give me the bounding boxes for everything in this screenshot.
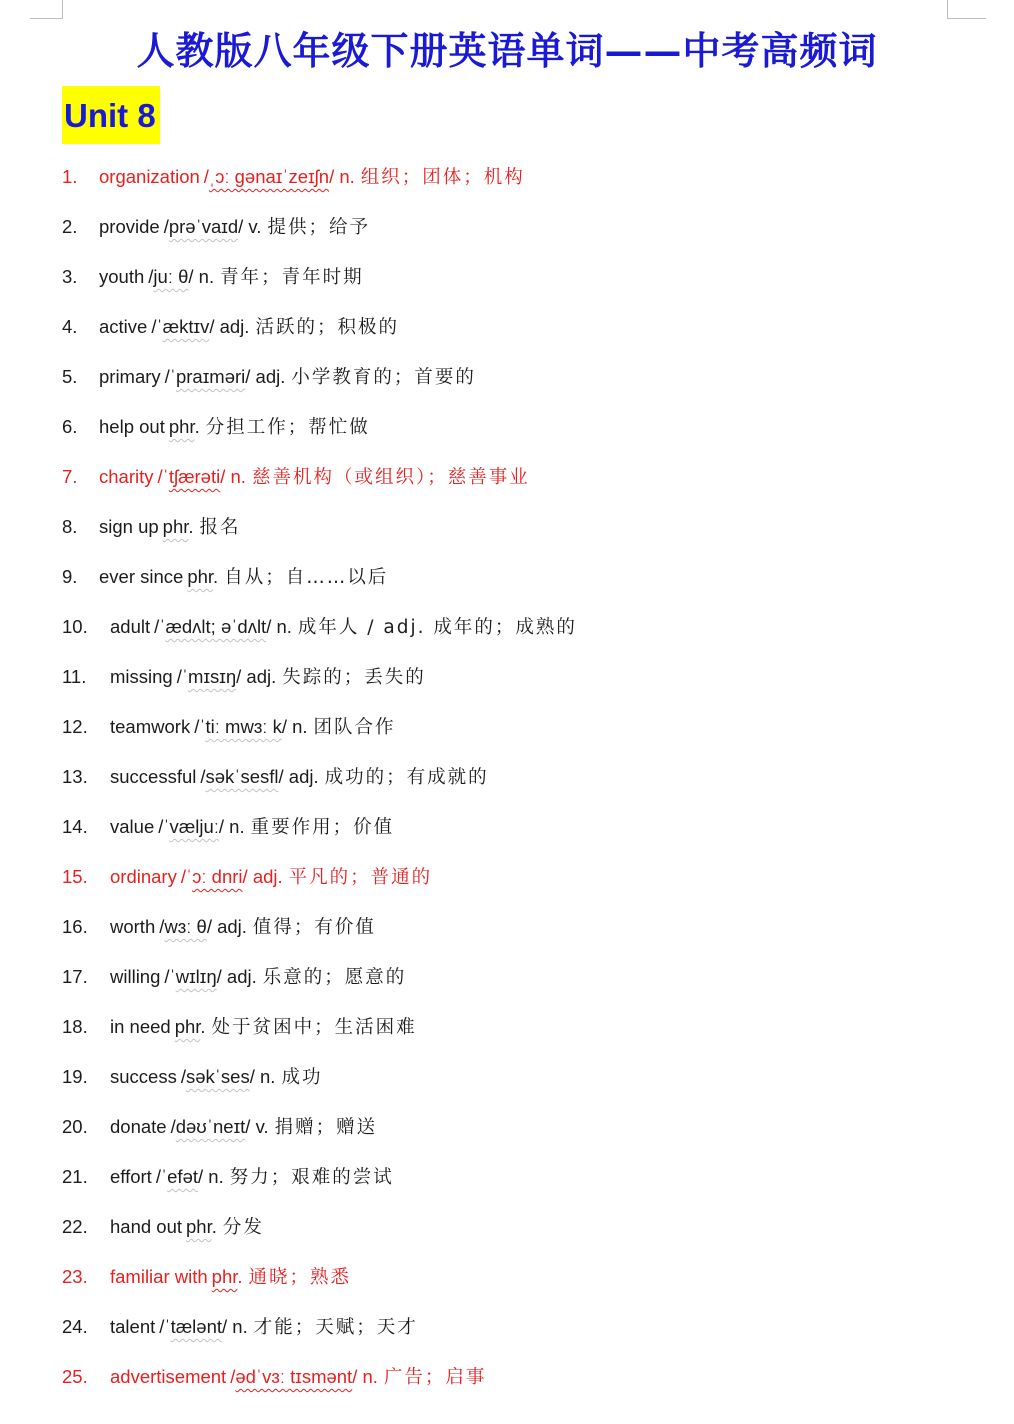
vocab-item xyxy=(0,552,1014,602)
vocab-phonetic: səkˈsesfl xyxy=(205,766,279,787)
phonetic-open: / xyxy=(200,766,206,787)
vocab-entry xyxy=(110,1152,394,1203)
phonetic-open: /ˈ xyxy=(176,666,189,687)
vocab-phonetic: phr xyxy=(187,566,214,587)
vocab-word: youth xyxy=(99,266,145,287)
vocab-phonetic: mɪsɪŋ xyxy=(188,666,237,687)
vocab-meaning: 值得；有价值 xyxy=(252,917,376,938)
vocab-meaning: 团队合作 xyxy=(313,717,396,738)
vocab-number: 6. xyxy=(62,416,78,437)
vocab-meaning: 广告；启事 xyxy=(383,1367,487,1388)
vocab-item xyxy=(0,1202,1014,1252)
phonetic-open: /ˈ xyxy=(151,316,163,337)
vocab-word: value xyxy=(110,816,155,837)
vocab-item xyxy=(0,302,1014,352)
part-of-speech: / n. xyxy=(352,1366,378,1387)
vocab-entry xyxy=(110,952,406,1003)
vocab-phonetic: juː θ xyxy=(153,266,189,287)
vocab-number: 7. xyxy=(62,466,78,487)
vocab-meaning: 青年；青年时期 xyxy=(220,267,364,288)
vocab-meaning: 才能；天赋；天才 xyxy=(253,1317,418,1338)
vocab-meaning: 努力；艰难的尝试 xyxy=(229,1167,394,1188)
part-of-speech: . xyxy=(188,516,194,537)
vocab-phonetic: praɪməri xyxy=(175,366,246,387)
vocab-number: 5. xyxy=(62,366,78,387)
vocab-phonetic: phr xyxy=(186,1216,212,1237)
vocab-number: 9. xyxy=(62,566,78,587)
phonetic-open: / xyxy=(203,166,209,187)
page-corner-mark-left xyxy=(30,0,63,19)
phonetic-open: / xyxy=(170,1116,176,1137)
vocab-item xyxy=(0,1352,1014,1402)
phonetic-open: /ˈ xyxy=(164,966,176,987)
vocab-number: 18. xyxy=(62,1016,88,1037)
part-of-speech: / n. xyxy=(281,716,308,737)
vocab-item xyxy=(0,502,1014,552)
vocab-word: successful xyxy=(110,766,197,787)
vocab-meaning: 重要作用；价值 xyxy=(250,817,395,838)
vocab-phonetic: phr xyxy=(168,416,195,437)
part-of-speech: / v. xyxy=(245,1116,269,1137)
vocab-entry xyxy=(110,802,394,853)
vocab-word: talent xyxy=(110,1316,156,1337)
vocab-word: ordinary xyxy=(110,866,177,887)
part-of-speech: / n. xyxy=(222,1316,248,1337)
vocab-meaning: 自从；自……以后 xyxy=(224,567,389,588)
vocab-entry xyxy=(110,1202,264,1253)
part-of-speech: / adj. xyxy=(206,916,247,937)
vocab-word: in need xyxy=(110,1016,171,1037)
phonetic-open: / xyxy=(159,916,165,937)
vocab-word: advertisement xyxy=(110,1366,227,1387)
vocab-entry xyxy=(110,1052,322,1103)
part-of-speech: . xyxy=(200,1016,206,1037)
vocab-entry xyxy=(99,402,370,453)
phonetic-open: /ˈ xyxy=(155,1166,168,1187)
vocab-item xyxy=(0,902,1014,952)
vocab-number: 3. xyxy=(62,266,78,287)
phonetic-open: /ˈ xyxy=(164,366,176,387)
vocab-word: organization xyxy=(99,166,200,187)
vocab-number: 2. xyxy=(62,216,78,237)
vocab-meaning: 成功 xyxy=(281,1067,323,1088)
vocab-entry xyxy=(99,502,241,553)
vocab-phonetic: ædʌlt; əˈdʌlt xyxy=(165,616,267,637)
vocab-phonetic: ɔː dnri xyxy=(192,866,243,887)
vocab-entry xyxy=(110,1002,417,1053)
vocab-entry xyxy=(110,602,577,653)
vocab-phonetic: dəʊˈneɪt xyxy=(175,1116,246,1137)
vocab-item xyxy=(0,652,1014,702)
vocab-number: 4. xyxy=(62,316,78,337)
vocab-number: 24. xyxy=(62,1316,88,1337)
vocab-phonetic: wɜː θ xyxy=(164,916,207,937)
vocab-entry xyxy=(110,752,489,803)
vocab-phonetic: væljuː xyxy=(169,816,219,837)
vocab-meaning: 组织；团体；机构 xyxy=(360,167,525,188)
vocab-phonetic: ˌɔː ɡənaɪˈzeɪʃn xyxy=(208,166,330,187)
vocab-word: familiar with xyxy=(110,1266,208,1287)
vocab-number: 25. xyxy=(62,1366,88,1387)
vocab-word: willing xyxy=(110,966,161,987)
vocab-phonetic: səkˈses xyxy=(185,1066,250,1087)
vocab-item xyxy=(0,802,1014,852)
phonetic-open: /ˈ xyxy=(157,466,169,487)
vocab-word: effort xyxy=(110,1166,152,1187)
vocab-entry xyxy=(110,902,376,953)
part-of-speech: / adj. xyxy=(216,966,257,987)
vocab-number: 14. xyxy=(62,816,88,837)
vocab-entry xyxy=(110,702,396,753)
part-of-speech: . xyxy=(211,1216,217,1237)
vocab-phonetic: tiː mwɜː k xyxy=(205,716,282,737)
phonetic-open: / xyxy=(148,266,154,287)
phonetic-open: / xyxy=(180,1066,186,1087)
vocab-phonetic: prəˈvaɪd xyxy=(168,216,239,237)
part-of-speech: / adj. xyxy=(278,766,319,787)
phonetic-open: /ˈ xyxy=(159,1316,171,1337)
vocab-entry xyxy=(110,1302,418,1353)
vocab-item xyxy=(0,1002,1014,1052)
part-of-speech: . xyxy=(194,416,200,437)
vocab-item xyxy=(0,402,1014,452)
vocab-word: worth xyxy=(110,916,156,937)
part-of-speech: . xyxy=(213,566,219,587)
vocab-word: sign up xyxy=(99,516,159,537)
part-of-speech: / n. xyxy=(188,266,215,287)
vocab-meaning: 小学教育的；首要的 xyxy=(291,367,476,388)
part-of-speech: / n. xyxy=(249,1066,276,1087)
vocab-meaning: 通晓；熟悉 xyxy=(248,1267,352,1288)
vocab-entry xyxy=(99,252,364,303)
vocab-item xyxy=(0,352,1014,402)
vocab-word: primary xyxy=(99,366,161,387)
unit-heading: Unit 8 xyxy=(62,86,160,144)
vocab-meaning: 提供；给予 xyxy=(267,217,370,238)
part-of-speech: / v. xyxy=(238,216,262,237)
vocab-meaning: 慈善机构（或组织）；慈善事业 xyxy=(251,467,530,488)
vocab-item xyxy=(0,952,1014,1002)
vocab-meaning: 处于贫困中；生活困难 xyxy=(211,1017,417,1038)
phonetic-open: /ˈ xyxy=(180,866,193,887)
vocab-entry xyxy=(110,1352,486,1403)
vocab-item xyxy=(0,1302,1014,1352)
vocab-phonetic: phr xyxy=(211,1266,238,1287)
vocab-entry xyxy=(110,652,426,703)
vocab-word: success xyxy=(110,1066,177,1087)
vocab-number: 23. xyxy=(62,1266,88,1287)
vocab-phonetic: tʃærəti xyxy=(168,466,221,487)
vocab-entry xyxy=(99,552,388,603)
part-of-speech: / n. xyxy=(220,466,246,487)
part-of-speech: / n. xyxy=(218,816,245,837)
part-of-speech: / n. xyxy=(266,616,292,637)
vocab-entry xyxy=(110,852,432,903)
vocab-number: 20. xyxy=(62,1116,88,1137)
phonetic-open: / xyxy=(163,216,169,237)
vocab-meaning: 分担工作；帮忙做 xyxy=(205,417,370,438)
vocab-number: 13. xyxy=(62,766,88,787)
vocab-item xyxy=(0,152,1014,202)
vocab-word: donate xyxy=(110,1116,167,1137)
vocab-item xyxy=(0,602,1014,652)
vocab-meaning: 成功的；有成就的 xyxy=(324,767,489,788)
vocab-number: 8. xyxy=(62,516,78,537)
vocabulary-list xyxy=(0,152,1014,1402)
part-of-speech: / adj. xyxy=(245,366,286,387)
vocab-number: 17. xyxy=(62,966,88,987)
vocab-phonetic: phr xyxy=(162,516,189,537)
vocab-phonetic: ədˈvɜː tɪsmənt xyxy=(235,1366,353,1387)
vocab-word: charity xyxy=(99,466,154,487)
vocab-entry xyxy=(110,1102,377,1153)
part-of-speech: / n. xyxy=(329,166,355,187)
page-corner-mark-right xyxy=(947,0,986,19)
vocab-word: teamwork xyxy=(110,716,191,737)
vocab-word: help out xyxy=(99,416,165,437)
vocab-phonetic: æktɪv xyxy=(162,316,210,337)
vocab-phonetic: wɪlɪŋ xyxy=(175,966,217,987)
vocab-item xyxy=(0,452,1014,502)
phonetic-open: / xyxy=(230,1366,236,1387)
vocab-meaning: 平凡的；普通的 xyxy=(288,867,433,888)
vocab-item xyxy=(0,252,1014,302)
vocab-item xyxy=(0,1052,1014,1102)
vocab-word: adult xyxy=(110,616,151,637)
vocab-phonetic: phr xyxy=(174,1016,201,1037)
vocab-number: 15. xyxy=(62,866,88,887)
vocab-entry xyxy=(99,302,399,353)
vocab-word: active xyxy=(99,316,148,337)
phonetic-open: /ˈ xyxy=(194,716,206,737)
phonetic-open: /ˈ xyxy=(158,816,170,837)
vocab-item xyxy=(0,852,1014,902)
vocab-phonetic: efət xyxy=(167,1166,198,1187)
vocab-number: 19. xyxy=(62,1066,88,1087)
part-of-speech: / adj. xyxy=(242,866,283,887)
document-title: 人教版八年级下册英语单词——中考高频词 xyxy=(136,28,878,73)
vocab-entry xyxy=(99,152,525,203)
vocab-entry xyxy=(99,352,476,403)
vocab-word: missing xyxy=(110,666,173,687)
part-of-speech: / n. xyxy=(198,1166,224,1187)
vocab-meaning: 捐赠；赠送 xyxy=(274,1117,378,1138)
vocab-number: 12. xyxy=(62,716,88,737)
part-of-speech: . xyxy=(237,1266,243,1287)
vocab-meaning: 分发 xyxy=(222,1217,264,1238)
vocab-meaning: 活跃的；积极的 xyxy=(255,317,399,338)
vocab-item xyxy=(0,752,1014,802)
vocab-meaning: 报名 xyxy=(199,517,241,538)
vocab-word: provide xyxy=(99,216,160,237)
vocab-word: ever since xyxy=(99,566,184,587)
vocab-word: hand out xyxy=(110,1216,183,1237)
vocab-number: 16. xyxy=(62,916,88,937)
vocab-item xyxy=(0,1152,1014,1202)
vocab-number: 11. xyxy=(62,666,87,687)
vocab-item xyxy=(0,1252,1014,1302)
vocab-item xyxy=(0,702,1014,752)
vocab-item xyxy=(0,1102,1014,1152)
vocab-entry xyxy=(110,1252,351,1303)
phonetic-open: /ˈ xyxy=(154,616,166,637)
vocab-entry xyxy=(99,452,530,503)
vocab-number: 1. xyxy=(62,166,78,187)
vocab-meaning: 乐意的；愿意的 xyxy=(262,967,407,988)
vocab-phonetic: tælənt xyxy=(170,1316,222,1337)
vocab-meaning: 成年人 / adj. 成年的；成熟的 xyxy=(297,617,577,638)
vocab-number: 21. xyxy=(62,1166,88,1187)
part-of-speech: / adj. xyxy=(209,316,250,337)
vocab-item xyxy=(0,202,1014,252)
vocab-number: 10. xyxy=(62,616,88,637)
vocab-meaning: 失踪的；丢失的 xyxy=(282,667,426,688)
vocab-number: 22. xyxy=(62,1216,88,1237)
part-of-speech: / adj. xyxy=(236,666,277,687)
vocab-entry xyxy=(99,202,370,253)
